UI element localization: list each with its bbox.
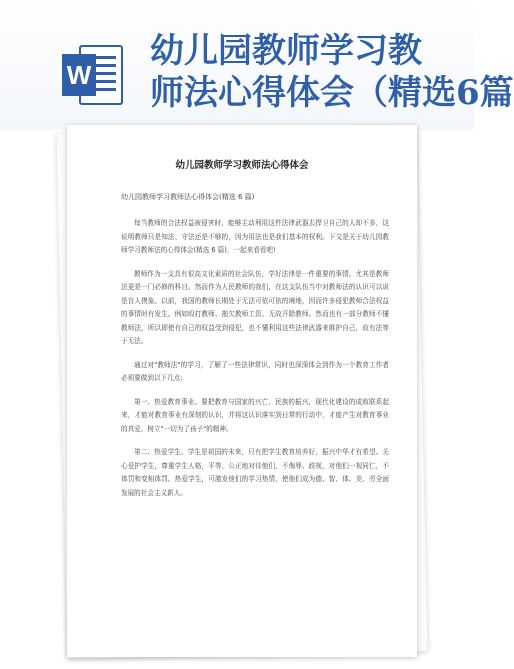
document-page xyxy=(67,125,417,657)
paragraph: 第二、热爱学生。学生是祖国的未来，只有把学生教育培养好，振兴中华才有希望。关心爱护学生，尊重学生人格，平等、公正地对待他们，不侮辱、歧视，对他们一视同仁，不体罚和变相体罚。热爱学生，可激发他们的学习热情，使他们成为德、智、体、美、劳全面发展的社会主义新人。 xyxy=(121,448,389,497)
paragraph: 通过对"教师法"的学习，了解了一些法律常识，同时也深深体会到作为一个教育工作者必须要做到以下几点: xyxy=(121,360,389,382)
page-title-line-1: 幼儿园教师学习教 xyxy=(150,31,422,71)
header-banner xyxy=(0,0,514,130)
paragraph: 教师作为一支具有很高文化素质的社会队伍，学好法律是一件重要的事情。尤其是教师法更是一门必修的科目。然而作为人民教师的我们，在这支队伍当中对教师法的认识可以说是盲人摸象。以前，我国的教师长期处于无法可依可依的境地，因而许多侵犯教师合法权益的事情时有发生。例如殴打教师、拖欠教师工资、无故开除教师。然而也有一部分教师不懂教师法，所以即使有自己的权益受到侵犯，也不懂利用这些法律武器来维护自己，故有法等于无法。 xyxy=(121,269,389,345)
document-subtitle: 幼儿园教师学习教师法心得体会(精选 6 篇) xyxy=(121,193,255,201)
paragraph: 每当教师的合法权益被侵害时，能够主动利用这件法律武器去捍卫自己的人却不多，这说明教师只是知法、守法还是不够的，因为用法也是我们基本的权利。下文是关于幼儿园教师学习教师法的心得体会(精选 6 篇)，一起来看看吧! xyxy=(121,219,389,254)
paragraph: 第一、热爱教育事业。要把教育与国家的兴亡、民族的振兴，现代化建设的成败联系起来，才能对教育事业有深刻的认识，并将这认识落实到日常的行动中，才能产生对教育事业的真爱，树立"一切为了孩子"的精神。 xyxy=(121,397,389,433)
page-title-line-2: 师法心得体会（精选6篇 xyxy=(150,73,514,113)
page-title xyxy=(150,30,514,114)
document-title: 幼儿园教师学习教师法心得体会 xyxy=(175,160,309,171)
word-icon-letter: W xyxy=(66,60,92,90)
document-body xyxy=(121,217,389,510)
word-document-icon xyxy=(60,40,124,110)
